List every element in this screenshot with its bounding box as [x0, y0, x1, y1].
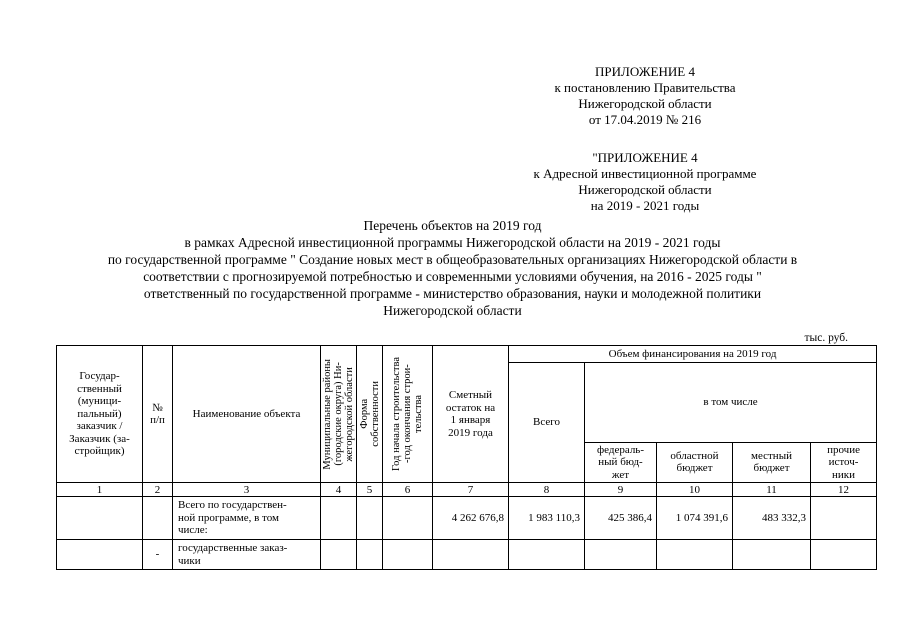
cell-total: 1 983 110,3 — [509, 497, 585, 540]
appendix-line: к постановлению Правительства — [554, 80, 736, 95]
cell-customer — [57, 540, 143, 570]
program-appendix-line: к Адресной инвестиционной программе — [533, 166, 757, 181]
column-number: 9 — [585, 483, 657, 497]
title-line: Нижегородской области — [383, 303, 522, 318]
column-number: 5 — [357, 483, 383, 497]
appendix-line: Нижегородской области — [578, 96, 712, 111]
cell-number: - — [143, 540, 173, 570]
title-line: Перечень объектов на 2019 год — [363, 218, 542, 233]
appendix-header — [490, 64, 800, 128]
program-appendix-header — [490, 150, 800, 214]
cell-federal: 425 386,4 — [585, 497, 657, 540]
cell-federal — [585, 540, 657, 570]
column-number: 8 — [509, 483, 585, 497]
cell-balance — [433, 540, 509, 570]
header-customer: Государ- ственный (муници- пальный) заказчик / Заказчик (за- стройщик) — [57, 346, 143, 483]
cell-municipality — [321, 540, 357, 570]
title-line: соответствии с прогнозируемой потребностью и современными условиями обучения, на 2016 - 2025 годы " — [143, 269, 762, 284]
header-years — [383, 346, 433, 483]
header-including: в том числе — [585, 363, 877, 443]
column-number: 1 — [57, 483, 143, 497]
table-header-row — [57, 346, 877, 363]
column-number: 11 — [733, 483, 811, 497]
program-appendix-years: на 2019 - 2021 годы — [590, 198, 700, 213]
column-number-row — [57, 483, 877, 497]
cell-balance: 4 262 676,8 — [433, 497, 509, 540]
table-row — [57, 497, 877, 540]
cell-object: государственные заказ- чики — [173, 540, 321, 570]
cell-ownership — [357, 497, 383, 540]
cell-local: 483 332,3 — [733, 497, 811, 540]
program-appendix-line: Нижегородской области — [578, 182, 712, 197]
header-local: местный бюджет — [733, 442, 811, 483]
title-line: в рамках Адресной инвестиционной программы Нижегородской области на 2019 - 2021 годы — [184, 235, 721, 250]
cell-regional: 1 074 391,6 — [657, 497, 733, 540]
header-regional: областной бюджет — [657, 442, 733, 483]
cell-years — [383, 497, 433, 540]
cell-ownership — [357, 540, 383, 570]
table-row — [57, 540, 877, 570]
header-ownership-text: Форма собственности — [358, 381, 381, 447]
header-object-name: Наименование объекта — [173, 346, 321, 483]
column-number: 4 — [321, 483, 357, 497]
cell-years — [383, 540, 433, 570]
column-number: 12 — [811, 483, 877, 497]
cell-other — [811, 497, 877, 540]
appendix-date: от 17.04.2019 № 216 — [588, 112, 702, 127]
header-years-text: Год начала строительства -год окончания строи- тельства — [391, 357, 424, 471]
header-funding-group: Объем финансирования на 2019 год — [509, 346, 877, 363]
column-number: 6 — [383, 483, 433, 497]
header-municipality-text: Муниципальные районы (городские округа) Ни- жегородской области — [322, 358, 355, 470]
column-number: 10 — [657, 483, 733, 497]
header-other: прочие источ- ники — [811, 442, 877, 483]
title-line: по государственной программе " Создание новых мест в общеобразовательных организациях Нижегородской области в — [107, 252, 798, 267]
cell-object: Всего по государствен- ной программе, в том числе: — [173, 497, 321, 540]
header-municipality — [321, 346, 357, 483]
header-total: Всего — [509, 363, 585, 483]
appendix-title: ПРИЛОЖЕНИЕ 4 — [595, 64, 695, 79]
header-ownership — [357, 346, 383, 483]
column-number: 7 — [433, 483, 509, 497]
column-number: 2 — [143, 483, 173, 497]
cell-other — [811, 540, 877, 570]
cell-regional — [657, 540, 733, 570]
header-federal: федераль- ный бюд- жет — [585, 442, 657, 483]
header-balance: Сметный остаток на 1 января 2019 года — [433, 346, 509, 483]
cell-customer — [57, 497, 143, 540]
column-number: 3 — [173, 483, 321, 497]
units-label: тыс. руб. — [804, 332, 848, 344]
title-line: ответственный по государственной программе - министерство образования, науки и молодежной политики — [143, 286, 762, 301]
cell-total — [509, 540, 585, 570]
header-number: № п/п — [143, 346, 173, 483]
cell-municipality — [321, 497, 357, 540]
cell-local — [733, 540, 811, 570]
program-appendix-title: "ПРИЛОЖЕНИЕ 4 — [592, 150, 698, 165]
objects-table — [56, 345, 877, 570]
document-title — [50, 217, 855, 319]
cell-number — [143, 497, 173, 540]
